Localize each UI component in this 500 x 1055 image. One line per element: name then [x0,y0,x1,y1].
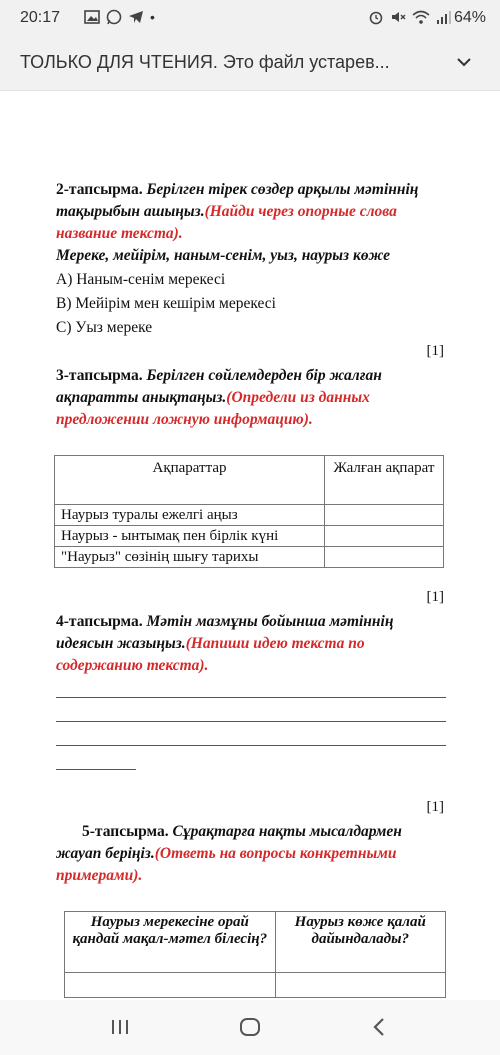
chevron-down-icon[interactable] [454,52,474,72]
home-icon[interactable] [238,1015,262,1039]
navigation-bar [0,1000,500,1055]
task2-option-a: А) Наным-сенім мерекесі [56,271,226,288]
notification-icons [84,9,155,25]
telegram-icon [128,9,144,25]
mute-icon [390,9,406,25]
alarm-icon [368,9,384,25]
table-cell: Наурыз туралы ежелгі аңыз [55,505,325,526]
task2-keywords: Мереке, мейірім, наным-сенім, уыз, наурыз көже [56,247,390,264]
answer-line [56,697,446,698]
task3-paragraph [56,365,446,431]
answer-line [56,721,446,722]
task2-option-b: В) Мейірім мен кешірім мерекесі [56,295,276,312]
status-dot: • [150,9,155,25]
task4-paragraph [56,611,446,677]
answer-line [56,769,136,770]
signal-icon [436,9,452,25]
task5-paragraph [56,821,446,887]
status-bar [0,0,500,36]
task4-score: [1] [426,799,444,815]
answer-cell[interactable] [325,526,444,547]
image-icon [84,9,100,25]
table-row [55,526,444,547]
task3-text: Берілген сөйлемдерден бір жалған ақпаратты анықтаңыз. [56,367,382,406]
wifi-icon [412,9,430,25]
recents-icon[interactable] [108,1015,132,1039]
answer-cell[interactable] [325,547,444,568]
task5-label: 5-тапсырма. [82,823,169,840]
task2-ru: (Найди через опорные слова название текста). [56,203,397,242]
task4-label: 4-тапсырма. [56,613,143,630]
task2-paragraph [56,179,446,245]
task3-label: 3-тапсырма. [56,367,143,384]
answer-cell[interactable] [275,973,445,998]
status-time: 20:17 [20,9,61,26]
whatsapp-icon [106,9,122,25]
answer-cell[interactable] [325,505,444,526]
system-icons [368,9,452,25]
task2-score: [1] [426,343,444,359]
table-header: Ақпараттар [55,456,325,505]
table-row [65,973,446,998]
task3-table [54,455,444,568]
task4-text: Мәтін мазмұны бойынша мәтіннің идеясын жазыңыз. [56,613,394,652]
table-cell: "Наурыз" сөзінің шығу тарихы [55,547,325,568]
table-header: Жалған ақпарат [325,456,444,505]
answer-cell[interactable] [65,973,276,998]
task3-score: [1] [426,589,444,605]
document-page [0,91,500,1011]
task5-text: Сұрақтарға нақты мысалдармен жауап беріңіз. [56,823,402,862]
table-cell: Наурыз - ынтымақ пен бірлік күні [55,526,325,547]
battery-level: 64% [453,9,486,26]
app-header [0,36,500,91]
back-icon[interactable] [368,1015,392,1039]
task5-table [64,911,446,998]
answer-line [56,745,446,746]
task2-text: Берілген тірек сөздер арқылы мәтіннің тақырыбын ашыңыз. [56,181,419,220]
table-row [55,505,444,526]
table-header: Наурыз көже қалай дайындалады? [275,912,445,973]
table-header: Наурыз мерекесіне орай қандай мақал-мәтел білесің? [65,912,276,973]
task4-ru: (Напиши идею текста по содержанию текста). [56,635,365,674]
table-row [55,547,444,568]
task3-ru: (Определи из данных предложении ложную информацию). [56,389,370,428]
task2-label: 2-тапсырма. [56,181,143,198]
task2-option-c: С) Уыз мереке [56,319,153,336]
task5-ru: (Ответь на вопросы конкретными примерами). [56,845,397,884]
page-title: ТОЛЬКО ДЛЯ ЧТЕНИЯ. Это файл устарев... [20,52,390,72]
